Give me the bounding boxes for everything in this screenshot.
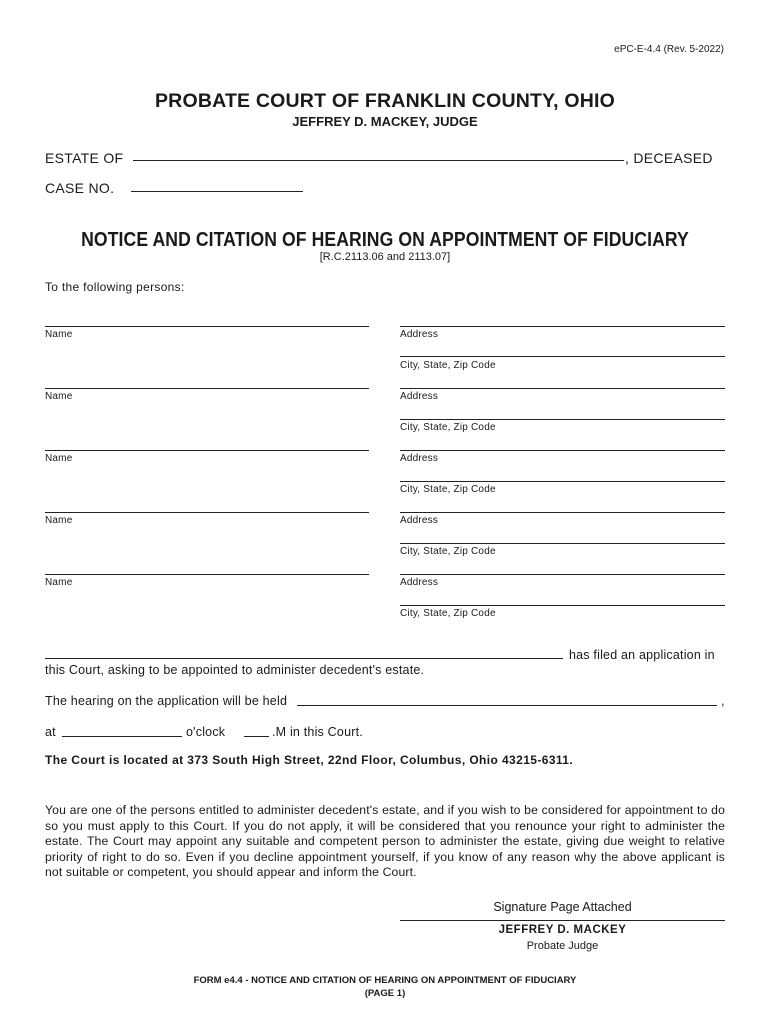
am-pm-field[interactable] — [244, 736, 269, 737]
estate-of-label: ESTATE OF — [45, 150, 124, 166]
signature-attached-label: Signature Page Attached — [493, 900, 632, 914]
address-label: Address — [400, 577, 439, 588]
at-label: at — [45, 725, 56, 739]
person-address-field[interactable] — [400, 574, 725, 575]
name-label: Name — [45, 453, 73, 464]
statute-reference: [R.C.2113.06 and 2113.07] — [319, 251, 451, 263]
oclock-label: o'clock — [186, 725, 226, 739]
person-city-field[interactable] — [400, 356, 725, 357]
city-state-zip-label: City, State, Zip Code — [400, 608, 496, 619]
filed-application-text: has filed an application in — [569, 648, 715, 662]
hearing-comma: , — [721, 694, 725, 708]
hearing-label: The hearing on the application will be held — [45, 694, 288, 708]
notice-paragraph: You are one of the persons entitled to administer decedent's estate, and if you wish to be considered for appointment to do so you must apply to this Court. If you do not apply, it will be considered that you renounce your right to administer the estate. The Court may appoint any suitable and competent person to administer the estate, giving due weight to relative priority of right to do so. Even if you decline appointment yourself, if you know of any reason why the above applicant is not suitable or competent, you should appear and inform the Court. — [45, 803, 725, 879]
administer-text: this Court, asking to be appointed to administer decedent's estate. — [45, 663, 425, 677]
court-name: PROBATE COURT OF FRANKLIN COUNTY, OHIO — [154, 90, 616, 112]
person-city-field[interactable] — [400, 543, 725, 544]
person-city-field[interactable] — [400, 481, 725, 482]
person-name-field[interactable] — [45, 450, 369, 451]
city-state-zip-label: City, State, Zip Code — [400, 360, 496, 371]
name-label: Name — [45, 329, 73, 340]
address-label: Address — [400, 515, 439, 526]
person-name-field[interactable] — [45, 388, 369, 389]
name-label: Name — [45, 515, 73, 526]
person-name-field[interactable] — [45, 512, 369, 513]
signature-line — [400, 920, 725, 921]
person-address-field[interactable] — [400, 450, 725, 451]
name-label: Name — [45, 577, 73, 588]
judge-heading: JEFFREY D. MACKEY, JUDGE — [292, 114, 478, 129]
name-label: Name — [45, 391, 73, 402]
m-in-court-label: .M in this Court. — [272, 725, 363, 739]
footer-page-number: (PAGE 1) — [364, 988, 406, 999]
applicant-name-field[interactable] — [45, 658, 563, 659]
city-state-zip-label: City, State, Zip Code — [400, 422, 496, 433]
city-state-zip-label: City, State, Zip Code — [400, 484, 496, 495]
notice-title: NOTICE AND CITATION OF HEARING ON APPOINTMENT OF FIDUCIARY — [81, 229, 689, 251]
footer-form-title: FORM e4.4 - NOTICE AND CITATION OF HEARING ON APPOINTMENT OF FIDUCIARY — [193, 975, 577, 986]
case-no-label: CASE NO. — [45, 180, 115, 196]
person-address-field[interactable] — [400, 388, 725, 389]
deceased-label: , DECEASED — [625, 150, 713, 166]
address-label: Address — [400, 453, 439, 464]
form-number: ePC-E-4.4 (Rev. 5-2022) — [614, 44, 724, 55]
address-label: Address — [400, 329, 439, 340]
address-label: Address — [400, 391, 439, 402]
city-state-zip-label: City, State, Zip Code — [400, 546, 496, 557]
person-city-field[interactable] — [400, 419, 725, 420]
court-location: The Court is located at 373 South High Street, 22nd Floor, Columbus, Ohio 43215-6311. — [45, 753, 574, 767]
signer-name: JEFFREY D. MACKEY — [498, 924, 627, 936]
hearing-time-field[interactable] — [62, 736, 182, 737]
hearing-date-field[interactable] — [297, 705, 717, 706]
case-number-field[interactable] — [131, 191, 303, 192]
to-persons-label: To the following persons: — [45, 280, 185, 294]
signer-title: Probate Judge — [526, 940, 599, 952]
person-address-field[interactable] — [400, 512, 725, 513]
person-name-field[interactable] — [45, 326, 369, 327]
person-city-field[interactable] — [400, 605, 725, 606]
estate-name-field[interactable] — [133, 160, 624, 161]
person-address-field[interactable] — [400, 326, 725, 327]
person-name-field[interactable] — [45, 574, 369, 575]
